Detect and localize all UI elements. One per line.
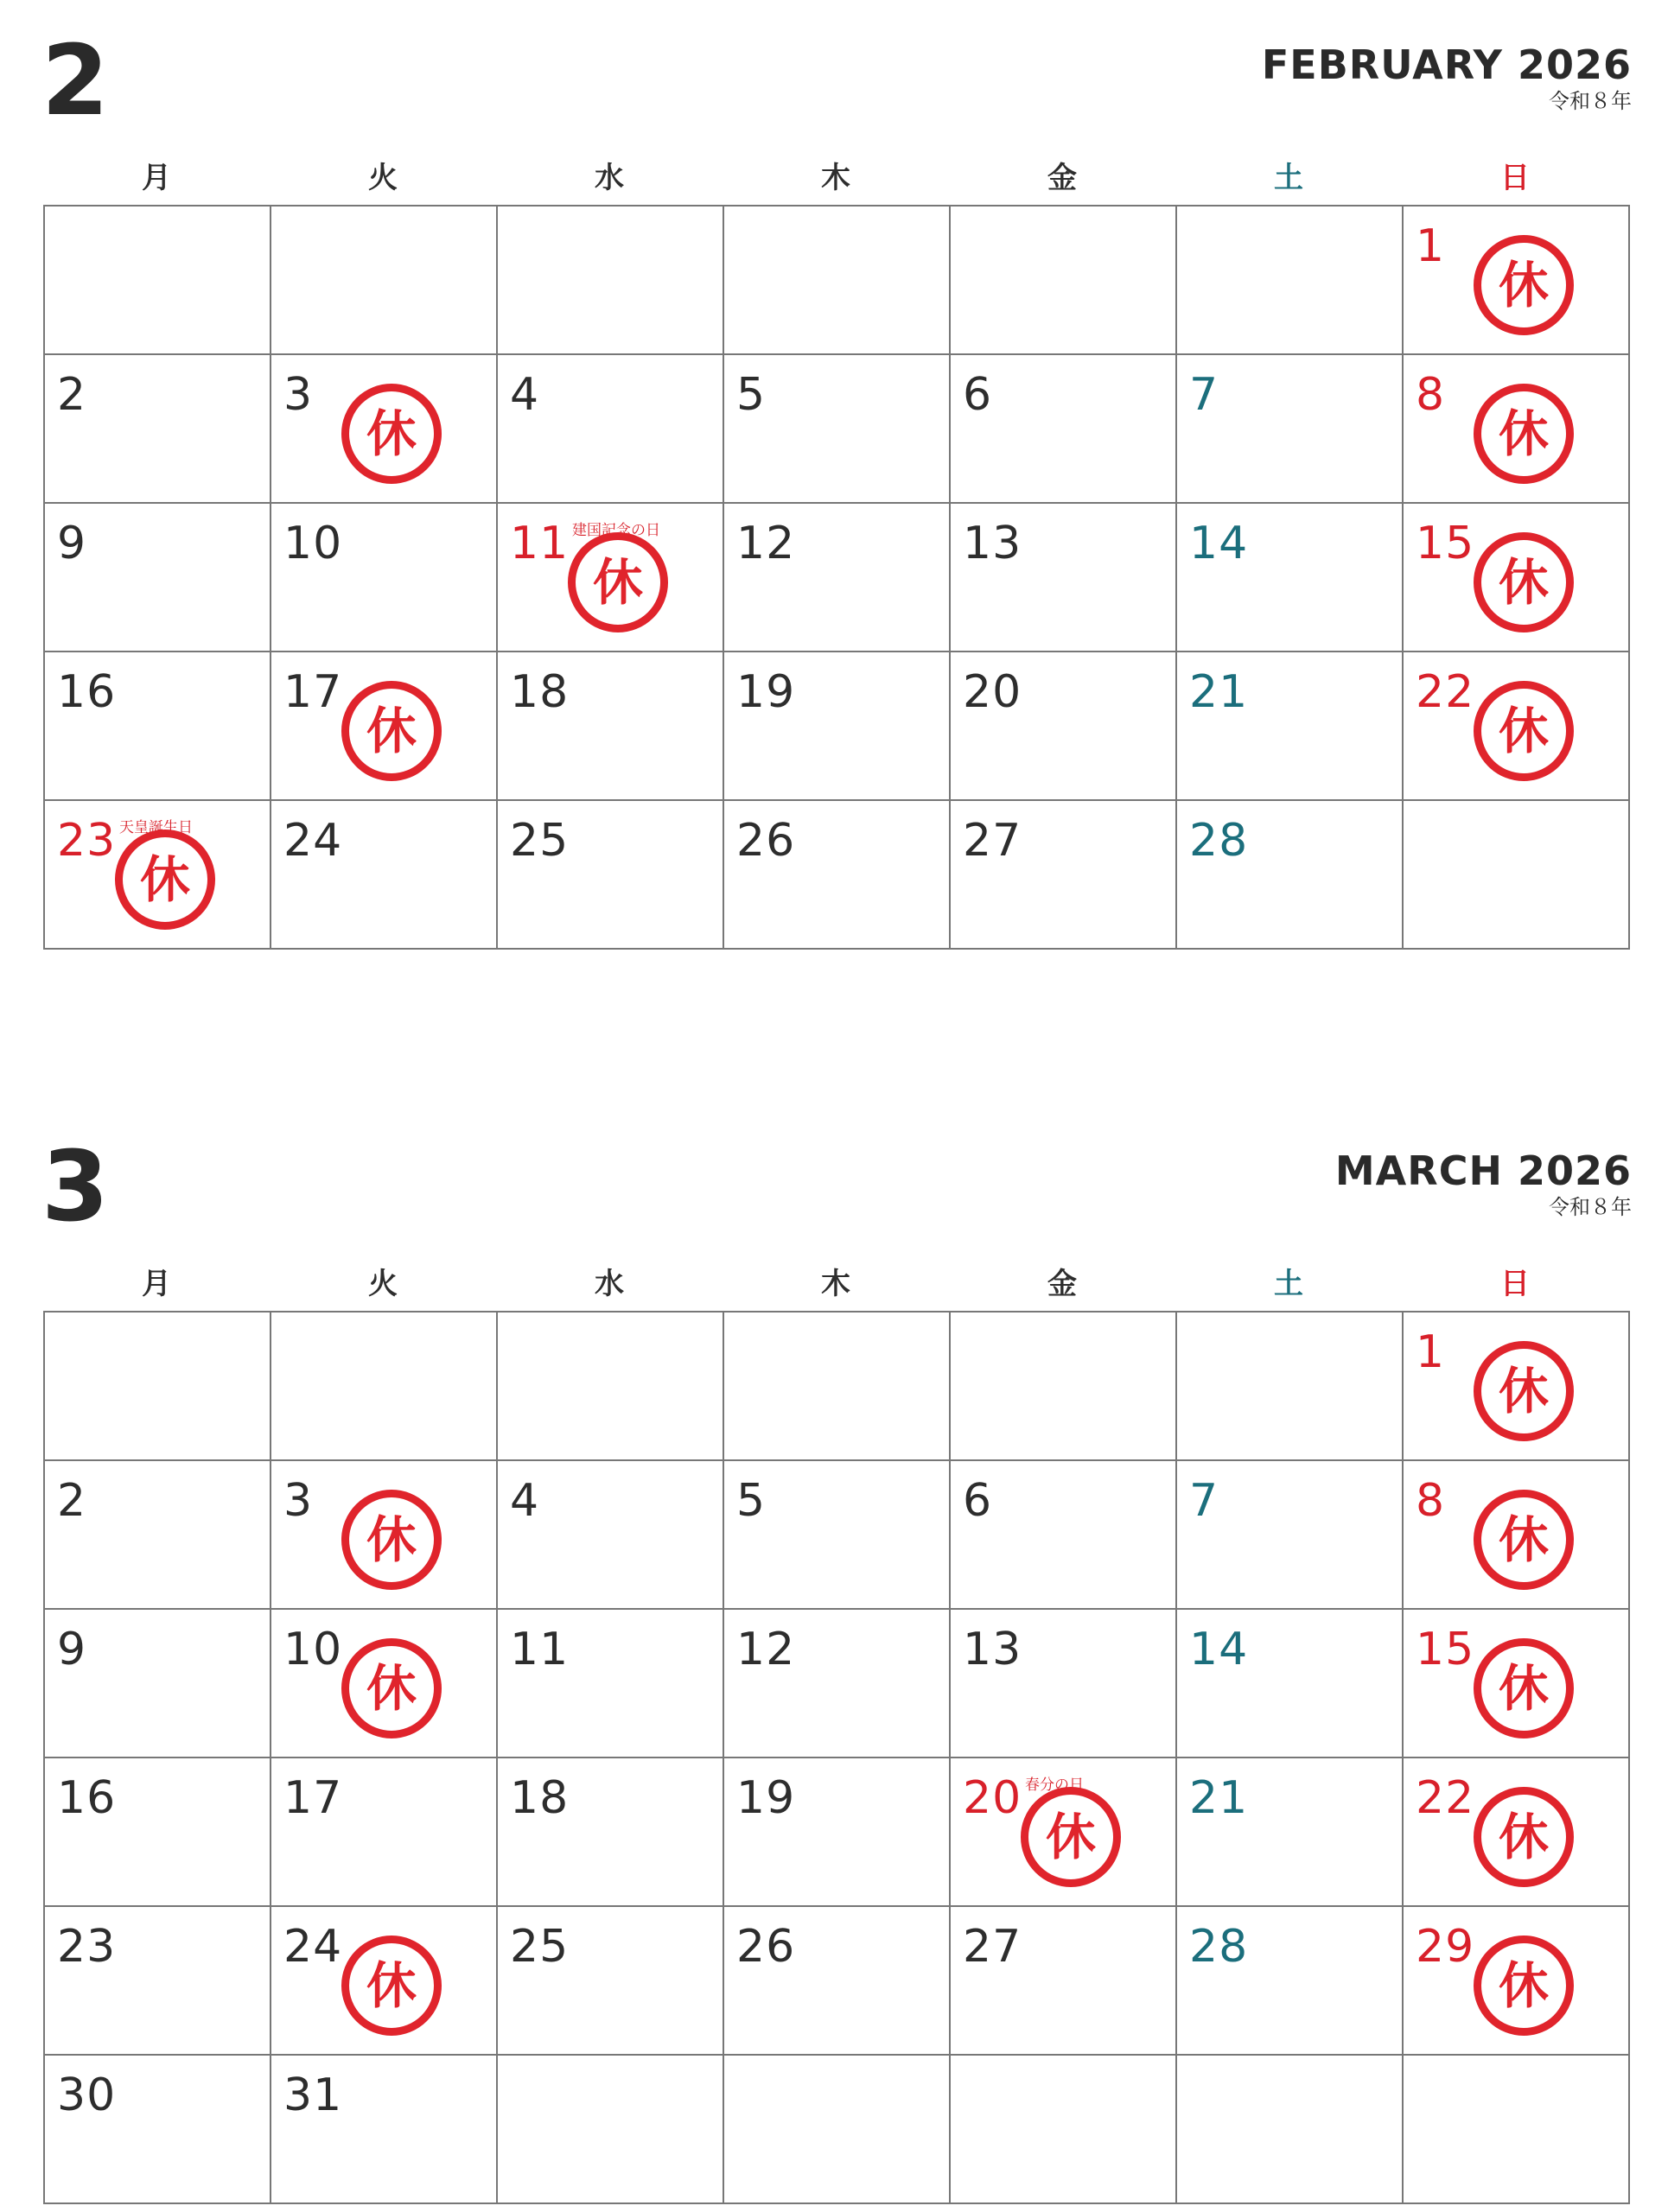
weekday-label: 木	[821, 161, 850, 195]
weekday-label: 月	[142, 1267, 171, 1301]
empty-cell	[724, 207, 951, 355]
closed-stamp-icon: 休	[568, 532, 668, 632]
day-cell	[1404, 1758, 1630, 1907]
week-row	[45, 207, 1630, 355]
empty-cell	[951, 1313, 1177, 1461]
closed-stamp-icon: 休	[1474, 1638, 1574, 1738]
day-cell	[724, 1758, 951, 1907]
day-number: 10	[283, 1624, 343, 1675]
day-number: 19	[736, 666, 796, 718]
weekday-label: 日	[1500, 161, 1530, 195]
day-cell	[271, 1758, 498, 1907]
day-cell	[1177, 1907, 1404, 2056]
closed-stamp-icon: 休	[341, 681, 442, 781]
closed-stamp-icon: 休	[115, 830, 215, 930]
month-number: 2	[41, 25, 107, 137]
day-cell	[724, 1907, 951, 2056]
day-number: 30	[57, 2069, 117, 2121]
closed-stamp-icon: 休	[1474, 1490, 1574, 1590]
day-number: 7	[1189, 369, 1219, 421]
day-cell	[1404, 652, 1630, 801]
empty-cell	[1404, 801, 1630, 950]
day-cell	[45, 355, 271, 504]
empty-cell	[45, 1313, 271, 1461]
day-number: 15	[1416, 518, 1475, 569]
day-number: 13	[963, 518, 1022, 569]
day-cell	[45, 652, 271, 801]
day-cell	[1177, 1461, 1404, 1610]
day-cell	[271, 504, 498, 652]
day-cell	[271, 801, 498, 950]
day-cell	[498, 504, 724, 652]
day-cell	[45, 1907, 271, 2056]
closed-stamp-icon: 休	[341, 1490, 442, 1590]
day-cell	[271, 652, 498, 801]
day-cell	[724, 801, 951, 950]
day-number: 26	[736, 1921, 796, 1973]
weekday-label: 日	[1500, 1267, 1530, 1301]
week-row	[45, 1610, 1630, 1758]
day-number: 6	[963, 369, 993, 421]
day-number: 6	[963, 1475, 993, 1527]
weekday-label: 金	[1047, 1267, 1077, 1301]
day-cell	[498, 801, 724, 950]
day-number: 9	[57, 518, 87, 569]
empty-cell	[951, 2056, 1177, 2204]
closed-stamp-icon: 休	[1021, 1787, 1121, 1887]
week-row	[45, 652, 1630, 801]
weekday-label: 月	[142, 161, 171, 195]
closed-stamp-icon: 休	[341, 384, 442, 484]
day-cell	[498, 1907, 724, 2056]
empty-cell	[271, 207, 498, 355]
day-number: 14	[1189, 518, 1249, 569]
day-cell	[1177, 1610, 1404, 1758]
day-cell	[951, 504, 1177, 652]
calendar-grid	[43, 205, 1630, 950]
day-number: 17	[283, 666, 343, 718]
day-number: 23	[57, 815, 117, 867]
day-cell	[498, 355, 724, 504]
day-cell	[271, 1610, 498, 1758]
day-cell	[498, 1758, 724, 1907]
day-cell	[45, 801, 271, 950]
month-number: 3	[41, 1131, 107, 1243]
closed-stamp-icon: 休	[1474, 1936, 1574, 2036]
empty-cell	[271, 1313, 498, 1461]
weekday-label: 水	[595, 161, 624, 195]
day-cell	[1404, 355, 1630, 504]
day-number: 16	[57, 1772, 117, 1824]
day-number: 2	[57, 369, 87, 421]
month-title: FEBRUARY 2026	[1261, 41, 1632, 88]
day-cell	[45, 1758, 271, 1907]
closed-stamp-icon: 休	[1474, 681, 1574, 781]
empty-cell	[1177, 1313, 1404, 1461]
day-cell	[1404, 504, 1630, 652]
day-cell	[498, 1610, 724, 1758]
week-row	[45, 1461, 1630, 1610]
day-number: 11	[510, 518, 570, 569]
day-cell	[951, 355, 1177, 504]
week-row	[45, 1758, 1630, 1907]
day-number: 13	[963, 1624, 1022, 1675]
day-cell	[951, 652, 1177, 801]
day-cell	[45, 504, 271, 652]
day-cell	[1404, 1610, 1630, 1758]
empty-cell	[498, 207, 724, 355]
day-number: 23	[57, 1921, 117, 1973]
day-cell	[1177, 355, 1404, 504]
day-cell	[724, 1461, 951, 1610]
day-number: 4	[510, 369, 540, 421]
day-number: 21	[1189, 666, 1249, 718]
day-number: 7	[1189, 1475, 1219, 1527]
holiday-name: 建国記念の日	[572, 522, 660, 538]
day-number: 20	[963, 1772, 1022, 1824]
closed-stamp-icon: 休	[1474, 532, 1574, 632]
day-cell	[1177, 504, 1404, 652]
day-number: 22	[1416, 666, 1475, 718]
day-number: 24	[283, 815, 343, 867]
week-row	[45, 2056, 1630, 2204]
day-number: 31	[283, 2069, 343, 2121]
day-number: 1	[1416, 1326, 1446, 1378]
day-cell	[1177, 1758, 1404, 1907]
month-title: MARCH 2026	[1334, 1147, 1632, 1194]
week-row	[45, 1907, 1630, 2056]
day-number: 24	[283, 1921, 343, 1973]
day-number: 28	[1189, 1921, 1249, 1973]
empty-cell	[1404, 2056, 1630, 2204]
day-number: 12	[736, 518, 796, 569]
empty-cell	[951, 207, 1177, 355]
weekday-label: 水	[595, 1267, 624, 1301]
day-number: 1	[1416, 220, 1446, 272]
day-number: 28	[1189, 815, 1249, 867]
day-number: 21	[1189, 1772, 1249, 1824]
day-cell	[45, 1610, 271, 1758]
day-number: 5	[736, 1475, 767, 1527]
weekday-label: 火	[368, 1267, 398, 1301]
day-number: 26	[736, 815, 796, 867]
calendar-grid	[43, 1311, 1630, 2204]
day-number: 18	[510, 666, 570, 718]
day-cell	[45, 2056, 271, 2204]
era-year: 令和８年	[1549, 1196, 1632, 1219]
weekday-label: 金	[1047, 161, 1077, 195]
week-row	[45, 801, 1630, 950]
day-number: 5	[736, 369, 767, 421]
holiday-name: 天皇誕生日	[119, 819, 193, 836]
day-cell	[271, 355, 498, 504]
day-number: 17	[283, 1772, 343, 1824]
day-number: 8	[1416, 369, 1446, 421]
day-number: 12	[736, 1624, 796, 1675]
day-cell	[271, 2056, 498, 2204]
day-number: 22	[1416, 1772, 1475, 1824]
era-year: 令和８年	[1549, 90, 1632, 113]
closed-stamp-icon: 休	[1474, 384, 1574, 484]
weekday-label: 土	[1274, 161, 1303, 195]
day-number: 8	[1416, 1475, 1446, 1527]
closed-stamp-icon: 休	[1474, 1341, 1574, 1441]
day-number: 19	[736, 1772, 796, 1824]
day-number: 14	[1189, 1624, 1249, 1675]
day-cell	[1404, 1313, 1630, 1461]
day-number: 3	[283, 1475, 314, 1527]
day-cell	[724, 504, 951, 652]
day-cell	[951, 801, 1177, 950]
day-cell	[951, 1610, 1177, 1758]
day-number: 18	[510, 1772, 570, 1824]
week-row	[45, 1313, 1630, 1461]
day-cell	[1177, 652, 1404, 801]
empty-cell	[1177, 2056, 1404, 2204]
day-number: 29	[1416, 1921, 1475, 1973]
empty-cell	[498, 1313, 724, 1461]
day-cell	[45, 1461, 271, 1610]
day-cell	[1404, 207, 1630, 355]
day-number: 3	[283, 369, 314, 421]
day-cell	[724, 652, 951, 801]
day-cell	[724, 1610, 951, 1758]
empty-cell	[498, 2056, 724, 2204]
closed-stamp-icon: 休	[1474, 1787, 1574, 1887]
day-number: 9	[57, 1624, 87, 1675]
day-number: 15	[1416, 1624, 1475, 1675]
empty-cell	[724, 1313, 951, 1461]
day-number: 27	[963, 815, 1022, 867]
day-number: 20	[963, 666, 1022, 718]
day-number: 25	[510, 1921, 570, 1973]
weekday-label: 木	[821, 1267, 850, 1301]
day-cell	[951, 1461, 1177, 1610]
week-row	[45, 355, 1630, 504]
day-number: 11	[510, 1624, 570, 1675]
day-cell	[271, 1461, 498, 1610]
day-cell	[498, 1461, 724, 1610]
day-number: 25	[510, 815, 570, 867]
day-number: 27	[963, 1921, 1022, 1973]
weekday-label: 土	[1274, 1267, 1303, 1301]
day-cell	[951, 1758, 1177, 1907]
closed-stamp-icon: 休	[341, 1638, 442, 1738]
day-cell	[1404, 1461, 1630, 1610]
empty-cell	[1177, 207, 1404, 355]
closed-stamp-icon: 休	[1474, 235, 1574, 335]
day-number: 16	[57, 666, 117, 718]
day-cell	[271, 1907, 498, 2056]
weekday-label: 火	[368, 161, 398, 195]
day-number: 10	[283, 518, 343, 569]
day-number: 4	[510, 1475, 540, 1527]
week-row	[45, 504, 1630, 652]
day-number: 2	[57, 1475, 87, 1527]
closed-stamp-icon: 休	[341, 1936, 442, 2036]
day-cell	[724, 355, 951, 504]
empty-cell	[45, 207, 271, 355]
day-cell	[498, 652, 724, 801]
empty-cell	[724, 2056, 951, 2204]
day-cell	[1404, 1907, 1630, 2056]
day-cell	[951, 1907, 1177, 2056]
day-cell	[1177, 801, 1404, 950]
holiday-name: 春分の日	[1025, 1777, 1084, 1793]
